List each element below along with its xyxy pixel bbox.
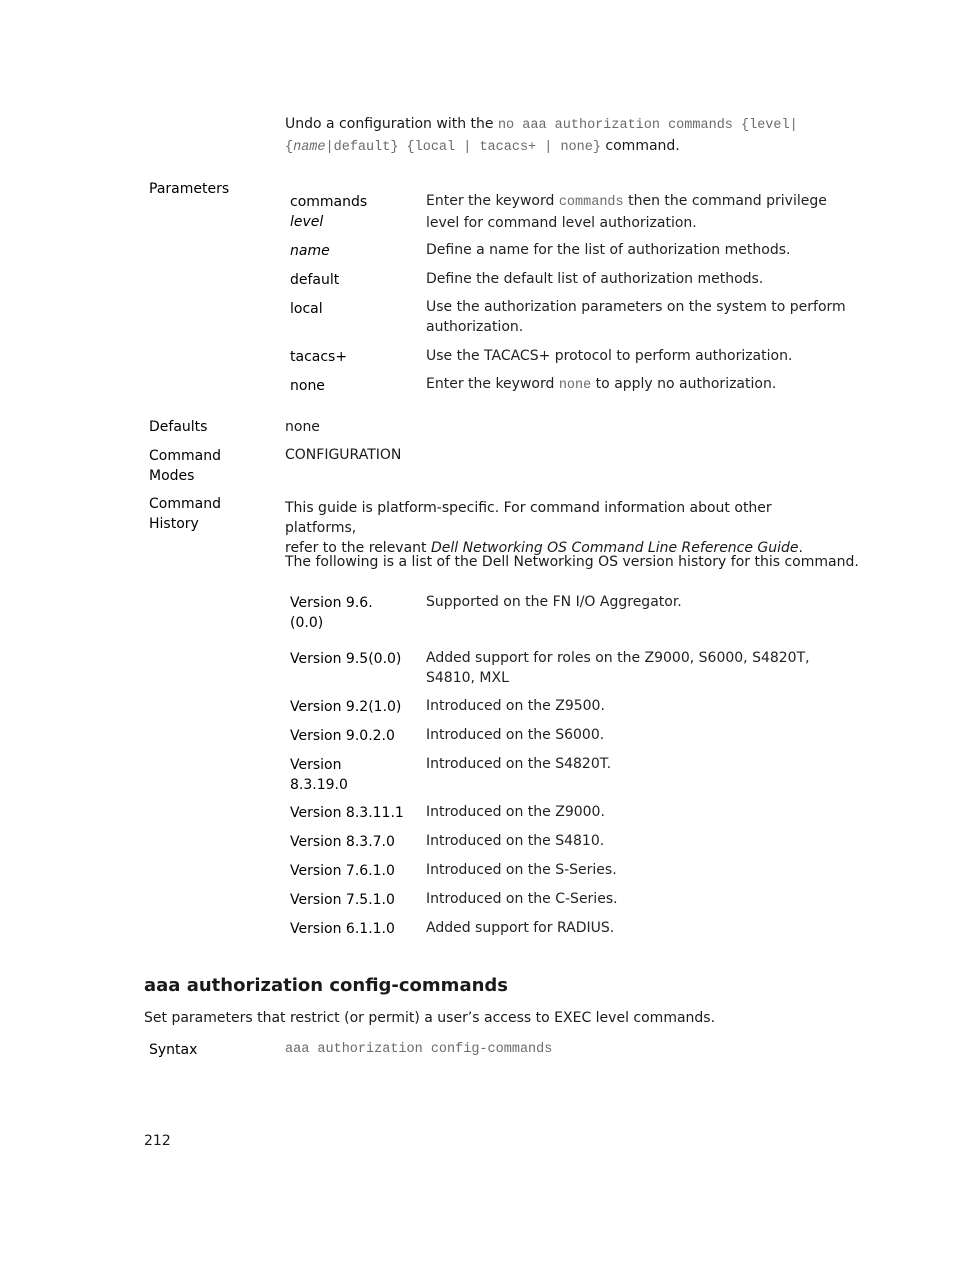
label-line: Modes [149,468,195,484]
desc-text: level for command level authorization. [426,215,697,231]
history-version [290,890,395,910]
guide-title: Dell Networking OS Command Line Reference Guide [430,540,799,556]
desc-code: commands [558,195,624,210]
history-version [290,832,395,852]
description-line: Introduced on the C-Series. [426,891,618,907]
desc-text: Enter the keyword [426,193,559,209]
version-line: 8.3.19.0 [290,777,348,793]
intro-text: Undo a configuration with the [285,116,498,132]
param-default: default [290,272,340,288]
desc-text: authorization. [426,319,524,335]
label-line: Command [149,496,221,512]
history-text: . [798,540,803,556]
description-line: Introduced on the S4820T. [426,756,612,772]
param-tacacs-desc: Use the TACACS+ protocol to perform authorization. [426,348,793,364]
version-line: Version 7.6.1.0 [290,863,395,879]
desc-text: Enter the keyword [426,376,559,392]
history-version [290,919,395,939]
version-line: Version 6.1.1.0 [290,921,395,937]
version-line: Version 7.5.1.0 [290,892,395,908]
desc-code: none [558,378,592,393]
param-commands-level [290,192,367,232]
description-line: S4810, MXL [426,670,509,686]
version-line: (0.0) [290,615,324,631]
version-line: Version 9.6. [290,595,373,611]
desc-text: then the command privilege [623,193,827,209]
history-description [426,889,846,909]
history-description [426,696,846,716]
label-line: History [149,516,199,532]
history-list-intro: The following is a list of the Dell Networking OS version history for this command. [285,554,859,570]
history-version [290,726,395,746]
intro-code: |default} {local | tacacs+ | none} [325,140,601,155]
version-line: Version 9.2(1.0) [290,699,402,715]
history-guide-note [285,498,845,558]
param-keyword: commands [290,194,368,210]
param-keyword: level [290,214,324,230]
param-default-desc: Define the default list of authorization methods. [426,271,764,287]
param-none-desc [426,374,776,396]
param-tacacs: tacacs+ [290,349,348,365]
history-description [426,648,846,688]
description-line: Added support for RADIUS. [426,920,615,936]
history-version [290,861,395,881]
command-modes-label [149,446,221,486]
intro-paragraph [285,114,845,158]
param-local-desc [426,297,846,337]
syntax-code: aaa authorization config-commands [285,1042,553,1057]
defaults-value: none [285,419,320,435]
description-line: Introduced on the Z9000. [426,804,605,820]
syntax-label: Syntax [149,1042,198,1058]
intro-code: { [285,140,294,155]
desc-text: Use the authorization parameters on the system to perform [426,299,846,315]
history-version [290,649,401,669]
parameters-label: Parameters [149,181,230,197]
param-name: name [290,243,330,259]
command-modes-value: CONFIGURATION [285,447,402,463]
param-none: none [290,378,325,394]
history-description [426,831,846,851]
intro-code: no aaa authorization commands {level| [497,118,798,133]
intro-text: command. [600,138,680,154]
history-text: refer to the relevant [285,540,431,556]
version-line: Version 9.5(0.0) [290,651,402,667]
desc-text: to apply no authorization. [591,376,777,392]
version-line: Version 8.3.11.1 [290,805,404,821]
param-commands-desc [426,191,846,233]
history-version [290,593,373,633]
history-description [426,592,846,612]
intro-code-italic: name [293,140,326,155]
history-description [426,725,846,745]
history-text: This guide is platform-specific. For command information about other platforms, [285,500,772,536]
history-description [426,802,846,822]
history-description [426,860,846,880]
history-description [426,754,846,774]
history-version [290,755,348,795]
label-line: Command [149,448,221,464]
history-description [426,918,846,938]
command-history-label [149,494,221,534]
description-line: Introduced on the S-Series. [426,862,617,878]
description-line: Introduced on the S6000. [426,727,605,743]
param-name-desc: Define a name for the list of authorization methods. [426,242,791,258]
page-number: 212 [144,1133,171,1149]
description-line: Supported on the FN I/O Aggregator. [426,594,682,610]
description-line: Introduced on the Z9500. [426,698,605,714]
defaults-label: Defaults [149,419,208,435]
version-line: Version 9.0.2.0 [290,728,395,744]
param-local: local [290,301,323,317]
history-version [290,803,404,823]
description-line: Introduced on the S4810. [426,833,605,849]
section-description: Set parameters that restrict (or permit) a user’s access to EXEC level commands. [144,1010,716,1026]
description-line: Added support for roles on the Z9000, S6000, S4820T, [426,650,810,666]
version-line: Version [290,757,342,773]
history-version [290,697,401,717]
version-line: Version 8.3.7.0 [290,834,395,850]
section-title: aaa authorization config-commands [144,975,508,996]
